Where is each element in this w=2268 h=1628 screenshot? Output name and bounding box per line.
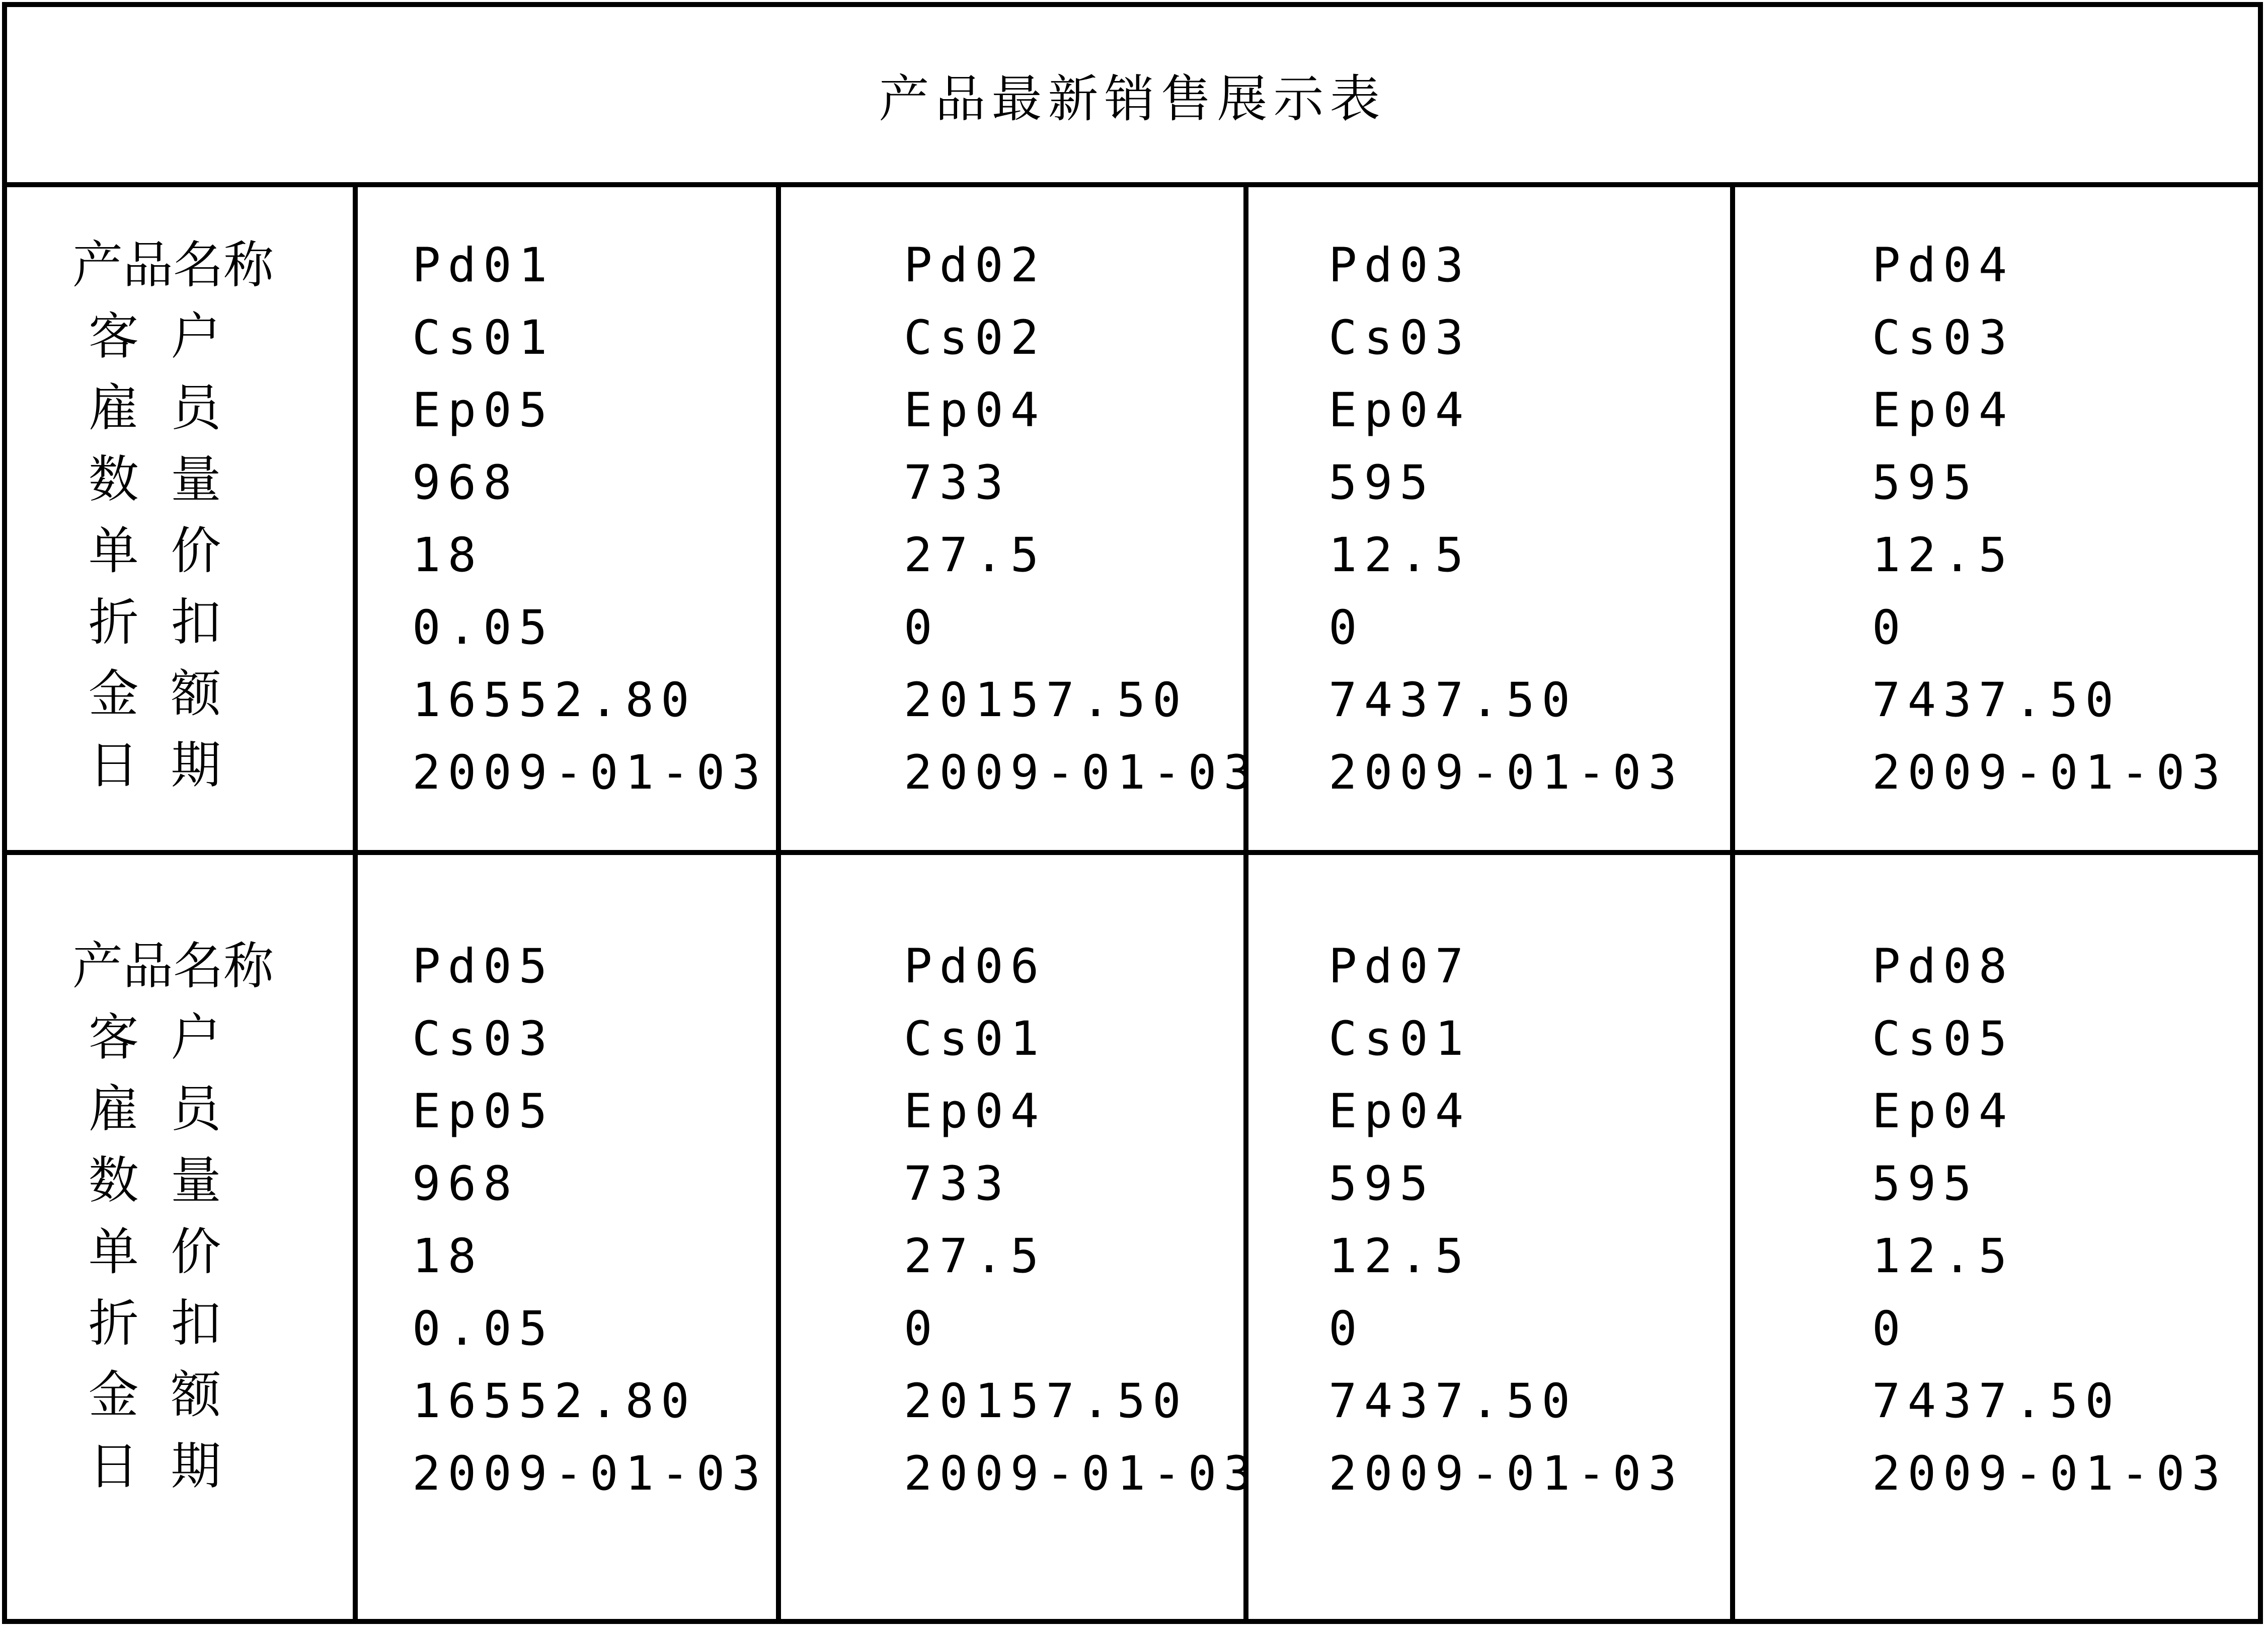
price-value: 27.5 [904,528,1046,583]
quantity-value: 595 [1872,1156,1979,1211]
price-value: 12.5 [1872,528,2014,583]
quantity-value: 595 [1872,455,1979,510]
date-value: 2009-01-03 [1328,1446,1684,1501]
date-value: 2009-01-03 [412,745,767,800]
customer-value: Cs01 [412,311,555,365]
employee-value: Ep04 [1328,383,1471,438]
label-amount: 金 额 [72,664,221,723]
label-quantity: 数 量 [72,450,221,509]
label-price: 单 价 [72,1222,221,1281]
column-divider [776,187,781,850]
label-product: 产品名称 [72,236,274,294]
quantity-value: 595 [1328,1156,1435,1211]
discount-value: 0 [904,600,940,655]
label-customer: 客 户 [72,307,221,366]
label-date: 日 期 [72,1437,221,1496]
label-quantity: 数 量 [72,1151,221,1210]
price-value: 18 [412,1229,484,1284]
price-value: 12.5 [1328,528,1471,583]
date-value: 2009-01-03 [1328,745,1684,800]
employee-value: Ep04 [1872,383,2014,438]
product-value: Pd03 [1328,238,1471,293]
customer-value: Cs01 [1328,1012,1471,1066]
amount-value: 20157.50 [904,673,1188,728]
date-value: 2009-01-03 [412,1446,767,1501]
record-cell [904,229,1259,809]
customer-value: Cs02 [904,311,1046,365]
record-cell [412,229,767,809]
amount-value: 7437.50 [1872,673,2121,728]
employee-value: Ep04 [1872,1084,2014,1139]
price-value: 12.5 [1872,1229,2014,1284]
discount-value: 0 [1872,1301,1908,1356]
quantity-value: 595 [1328,455,1435,510]
price-value: 12.5 [1328,1229,1471,1284]
record-cell [1872,931,2227,1510]
label-employee: 雇 员 [72,378,221,437]
column-divider [353,855,358,1624]
column-divider [353,187,358,850]
label-discount: 折 扣 [72,593,221,652]
row-divider [7,850,2258,855]
record-cell [1328,931,1684,1510]
employee-value: Ep05 [412,1084,555,1139]
product-value: Pd08 [1872,939,2014,994]
customer-value: Cs05 [1872,1012,2014,1066]
customer-value: Cs03 [1872,311,2014,365]
quantity-value: 733 [904,455,1010,510]
discount-value: 0 [1328,600,1364,655]
label-discount: 折 扣 [72,1294,221,1353]
employee-value: Ep04 [1328,1084,1471,1139]
quantity-value: 733 [904,1156,1010,1211]
date-value: 2009-01-03 [1872,745,2227,791]
customer-value: Cs01 [904,1012,1046,1066]
record-cell [412,931,767,1510]
amount-value: 20157.50 [904,1374,1188,1429]
product-value: Pd02 [904,238,1046,293]
quantity-value: 968 [412,1156,519,1211]
record-cell [904,931,1259,1510]
discount-value: 0 [1872,600,1908,655]
customer-value: Cs03 [1328,311,1471,365]
product-value: Pd04 [1872,238,2014,293]
field-labels [72,229,294,801]
date-value: 2009-01-03 [904,1446,1259,1501]
discount-value: 0.05 [412,600,555,655]
employee-value: Ep05 [412,383,555,438]
discount-value: 0 [904,1301,940,1356]
label-product: 产品名称 [72,937,274,995]
table-title: 产品最新销售展示表 [7,7,2258,187]
product-value: Pd01 [412,238,555,293]
discount-value: 0 [1328,1301,1364,1356]
date-value: 2009-01-03 [1872,1446,2227,1501]
date-value: 2009-01-03 [904,745,1259,800]
amount-value: 7437.50 [1872,1374,2121,1429]
price-value: 18 [412,528,484,583]
label-date: 日 期 [72,736,221,795]
employee-value: Ep04 [904,383,1046,438]
amount-value: 7437.50 [1328,1374,1578,1429]
employee-value: Ep04 [904,1084,1046,1139]
label-amount: 金 额 [72,1365,221,1424]
record-cell [1328,229,1684,809]
product-value: Pd07 [1328,939,1471,994]
amount-value: 7437.50 [1328,673,1578,728]
column-divider [776,855,781,1624]
amount-value: 16552.80 [412,1374,696,1429]
amount-value: 16552.80 [412,673,696,728]
quantity-value: 968 [412,455,519,510]
column-divider [1730,855,1735,1624]
discount-value: 0.05 [412,1301,555,1356]
price-value: 27.5 [904,1229,1046,1284]
field-labels [72,931,294,1502]
product-value: Pd06 [904,939,1046,994]
product-value: Pd05 [412,939,555,994]
label-customer: 客 户 [72,1008,221,1067]
record-cell [1872,229,2227,791]
customer-value: Cs03 [412,1012,555,1066]
label-price: 单 价 [72,521,221,580]
label-employee: 雇 员 [72,1079,221,1138]
sales-table [2,2,2263,1624]
column-divider [1730,187,1735,850]
